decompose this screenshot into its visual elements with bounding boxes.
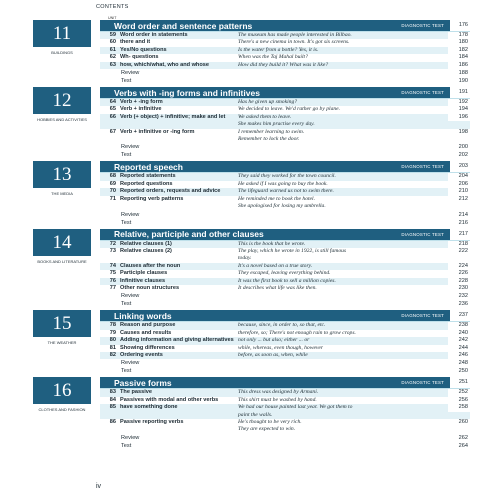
lesson-row[interactable] [100, 322, 470, 329]
lesson-title: Participle clauses [120, 270, 168, 277]
lesson-page: 256 [448, 397, 470, 404]
lesson-example: not only ... but also; either ... or [238, 337, 310, 344]
lesson-page: 210 [448, 188, 470, 195]
unit-topic: HOBBIES AND ACTIVITIES [37, 117, 87, 123]
lesson-number: 68 [109, 173, 116, 180]
tail-page: 262 [458, 434, 468, 441]
lesson-page: 246 [448, 352, 470, 359]
unit-header [100, 377, 470, 389]
lesson-row[interactable] [100, 352, 470, 359]
lesson-example: The lifeguard warned us not to swim there. [238, 188, 334, 195]
test-row[interactable] [100, 300, 470, 308]
unit-sidebar [0, 310, 100, 377]
review-row[interactable] [100, 359, 470, 367]
lesson-number: 72 [109, 240, 116, 247]
test-row[interactable] [100, 442, 470, 450]
lesson-example: because, since, in order to, so that, etc. [238, 322, 326, 329]
lesson-title: Ordering events [120, 351, 163, 358]
lesson-row[interactable] [100, 404, 470, 419]
lesson-number: 73 [109, 247, 116, 254]
test-page-number: 191 [450, 87, 470, 98]
lesson-row[interactable] [100, 196, 470, 211]
unit-number: 12 [33, 87, 91, 114]
lesson-title: Yes/No questions [120, 46, 167, 53]
lesson-page: 242 [448, 337, 470, 344]
lesson-title: Reason and purpose [120, 322, 176, 329]
unit-section [0, 20, 500, 87]
unit-number: 16 [33, 377, 91, 404]
lesson-number: 60 [109, 39, 116, 46]
lesson-title: Reported orders, requests and advice [120, 188, 221, 195]
lesson-title: Verb (+ object) + infinitive; make and let [120, 113, 226, 120]
lesson-number: 70 [109, 188, 116, 195]
tail-page: 190 [458, 78, 468, 85]
lesson-title: Other noun structures [120, 284, 180, 291]
test-label: Test [121, 219, 132, 226]
lesson-page: 184 [448, 54, 470, 61]
lesson-row[interactable] [100, 62, 470, 69]
unit-section [0, 87, 500, 161]
lesson-example: We asked them to leave. She makes him practise every day. [238, 113, 315, 128]
unit-body [100, 229, 470, 311]
test-label: Test [121, 442, 132, 449]
lesson-row[interactable] [100, 285, 470, 292]
lesson-title: Relative clauses (1) [120, 240, 172, 247]
lesson-row[interactable] [100, 330, 470, 337]
lesson-page: 258 [448, 404, 470, 411]
unit-title[interactable]: Reported speech [114, 161, 183, 172]
lesson-title: Showing differences [120, 344, 175, 351]
lesson-example: Is the water from a bottle? Yes, it is. [238, 46, 319, 53]
lesson-page: 224 [448, 263, 470, 270]
tail-page: 250 [458, 368, 468, 375]
review-row[interactable] [100, 143, 470, 151]
lesson-example: He asked if I was going to buy the book. [238, 180, 328, 187]
unit-number: 14 [33, 229, 91, 256]
test-row[interactable] [100, 219, 470, 227]
review-label: Review [121, 70, 140, 77]
lesson-row[interactable] [100, 188, 470, 195]
lesson-page: 260 [448, 419, 470, 426]
lesson-title: Reported questions [120, 180, 173, 187]
lesson-example: The play, which he wrote in 1922, is still famous today. [238, 247, 347, 262]
lesson-title: Clauses after the noun [120, 262, 181, 269]
lesson-number: 83 [109, 389, 116, 396]
test-label: Test [121, 301, 132, 308]
unit-topic: CLOTHES AND FASHION [38, 407, 86, 413]
lesson-example: He's thought to be very rich. They are expected to win. [238, 419, 302, 433]
lesson-number: 78 [109, 322, 116, 329]
unit-topic: BOOKS AND LITERATURE [37, 258, 87, 264]
test-page-number: 251 [450, 377, 470, 388]
lesson-example: therefore, so; There's not enough rain to grow crops. [238, 329, 356, 336]
lesson-number: 76 [109, 277, 116, 284]
lesson-row[interactable] [100, 106, 470, 113]
lesson-number: 65 [109, 106, 116, 113]
lesson-number: 79 [109, 329, 116, 336]
lesson-example: It's a novel based on a true story. [238, 262, 313, 269]
lesson-title: Reported statements [120, 173, 176, 180]
lesson-title: how, which/what, who and whose [120, 61, 209, 68]
lesson-example: He reminded me to book the hotel. She apologised for losing my umbrella. [238, 195, 326, 210]
lesson-number: 69 [109, 180, 116, 187]
lesson-page: 244 [448, 345, 470, 352]
lesson-row[interactable] [100, 99, 470, 106]
diagnostic-test-link[interactable]: DIAGNOSTIC TEST [401, 231, 444, 237]
lesson-example: The museum has made people interested in Bilbao. [238, 32, 352, 38]
tail-page: 232 [458, 293, 468, 300]
contents-heading: CONTENTS [96, 4, 129, 10]
unit-header [100, 20, 470, 32]
lesson-example: They escaped, leaving everything behind. [238, 270, 331, 277]
lesson-number: 75 [109, 270, 116, 277]
review-row[interactable] [100, 292, 470, 300]
lesson-number: 84 [109, 396, 116, 403]
lesson-page: 180 [448, 39, 470, 46]
unit-topic: THE WEATHER [47, 340, 77, 346]
lesson-row[interactable] [100, 241, 470, 248]
lesson-number: 82 [109, 351, 116, 358]
lesson-example: They said they worked for the town council. [238, 173, 336, 180]
lesson-row[interactable] [100, 248, 470, 263]
lesson-number: 62 [109, 54, 116, 61]
review-label: Review [121, 293, 140, 300]
lesson-title: Infinitive clauses [120, 277, 166, 284]
lesson-row[interactable] [100, 397, 470, 404]
unit-body [100, 87, 470, 161]
lesson-example: Has he given up smoking? [238, 99, 298, 106]
tail-page: 214 [458, 211, 468, 218]
tail-page: 216 [458, 219, 468, 226]
review-label: Review [121, 360, 140, 367]
lesson-title: Verb + infinitive [120, 106, 162, 113]
lesson-page: 218 [448, 241, 470, 248]
test-page-number: 237 [450, 310, 470, 321]
lesson-title: Relative clauses (2) [120, 247, 172, 254]
unit-column-label: UNIT [108, 16, 117, 20]
test-page-number: 203 [450, 161, 470, 172]
lesson-number: 67 [109, 128, 116, 135]
lesson-example: We had our house painted last year. We got them to paint the walls. [238, 404, 353, 418]
lesson-page: 212 [448, 196, 470, 203]
diagnostic-test-link[interactable]: DIAGNOSTIC TEST [401, 380, 444, 386]
tail-page: 202 [458, 152, 468, 159]
lesson-row[interactable] [100, 389, 470, 396]
unit-sidebar [0, 87, 100, 161]
diagnostic-test-link[interactable]: DIAGNOSTIC TEST [401, 23, 444, 28]
unit-section [0, 310, 500, 377]
lesson-page: 192 [448, 99, 470, 106]
lesson-page: 226 [448, 270, 470, 277]
lesson-number: 61 [109, 46, 116, 53]
review-label: Review [121, 434, 140, 441]
test-label: Test [121, 78, 132, 85]
tail-page: 188 [458, 70, 468, 77]
lesson-page: 238 [448, 322, 470, 329]
lesson-number: 74 [109, 262, 116, 269]
lesson-number: 71 [109, 195, 116, 202]
lesson-row[interactable] [100, 114, 470, 129]
unit-sidebar [0, 20, 100, 87]
lesson-example: This dress was designed by Armani. [238, 389, 319, 396]
unit-section [0, 229, 500, 311]
test-page-number: 176 [450, 20, 470, 31]
unit-title[interactable]: Verbs with -ing forms and infinitives [114, 87, 260, 98]
unit-section [0, 377, 500, 451]
lesson-page: 198 [448, 129, 470, 136]
lesson-title: have something done [120, 404, 178, 411]
lesson-number: 77 [109, 284, 116, 291]
lesson-example: This is the book that he wrote. [238, 240, 306, 247]
lesson-page: 206 [448, 181, 470, 188]
lesson-title: Word order in statements [120, 32, 188, 38]
unit-section [0, 161, 500, 228]
lesson-page: 186 [448, 62, 470, 69]
lesson-row[interactable] [100, 278, 470, 285]
lesson-title: Verb + -ing form [120, 99, 163, 106]
lesson-number: 86 [109, 419, 116, 425]
lesson-row[interactable] [100, 32, 470, 39]
lesson-row[interactable] [100, 419, 470, 434]
lesson-title: Passive reporting verbs [120, 419, 184, 425]
review-label: Review [121, 211, 140, 218]
diagnostic-test-link[interactable]: DIAGNOSTIC TEST [401, 164, 444, 170]
unit-number: 15 [33, 310, 91, 337]
lesson-number: 64 [109, 99, 116, 106]
tail-page: 248 [458, 360, 468, 367]
unit-header [100, 87, 470, 99]
lesson-example: It describes what life was like then. [238, 284, 317, 291]
lesson-title: Reporting verb patterns [120, 195, 184, 202]
review-row[interactable] [100, 211, 470, 219]
unit-topic: BUILDINGS [51, 50, 73, 55]
lesson-page: 222 [448, 248, 470, 255]
lesson-row[interactable] [100, 337, 470, 344]
lesson-page: 196 [448, 114, 470, 121]
unit-spacer [100, 450, 470, 452]
lesson-row[interactable] [100, 263, 470, 270]
test-row[interactable] [100, 151, 470, 159]
tail-page: 200 [458, 144, 468, 151]
lesson-page: 178 [448, 32, 470, 39]
lesson-example: while, whereas, even though, however [238, 344, 324, 351]
lesson-example: There's a new cinema in town. It's got six screens. [238, 39, 350, 46]
lesson-title: Causes and results [120, 329, 172, 336]
lesson-row[interactable] [100, 270, 470, 277]
tail-page: 236 [458, 301, 468, 308]
lesson-page: 182 [448, 47, 470, 54]
lesson-number: 85 [109, 404, 116, 411]
unit-title[interactable]: Word order and sentence patterns [114, 20, 253, 31]
unit-number: 13 [33, 161, 91, 188]
unit-body [100, 310, 470, 377]
review-row[interactable] [100, 69, 470, 77]
lesson-title: The passive [120, 389, 153, 396]
lesson-number: 59 [109, 32, 116, 38]
lesson-example: How did they build it? What was it like? [238, 61, 329, 68]
unit-sidebar [0, 229, 100, 311]
lesson-number: 81 [109, 344, 116, 351]
unit-header [100, 229, 470, 241]
review-label: Review [121, 144, 140, 151]
unit-number: 11 [33, 20, 91, 47]
lesson-row[interactable] [100, 129, 470, 144]
lesson-title: Wh- questions [120, 54, 159, 61]
unit-header [100, 161, 470, 173]
unit-sidebar [0, 377, 100, 451]
contents-list [0, 20, 500, 452]
lesson-example: When was the Taj Mahal built? [238, 54, 308, 61]
unit-body [100, 161, 470, 228]
review-row[interactable] [100, 434, 470, 442]
unit-topic: THE MEDIA [51, 191, 73, 197]
test-page-number: 217 [450, 229, 470, 240]
test-label: Test [121, 152, 132, 159]
lesson-number: 63 [109, 61, 116, 68]
lesson-row[interactable] [100, 47, 470, 54]
unit-body [100, 20, 470, 87]
lesson-page: 228 [448, 278, 470, 285]
lesson-example: This shirt must be washed by hand. [238, 396, 317, 403]
page-number: iv [96, 483, 102, 490]
lesson-page: 240 [448, 330, 470, 337]
lesson-number: 80 [109, 337, 116, 344]
lesson-row[interactable] [100, 54, 470, 61]
test-row[interactable] [100, 367, 470, 375]
lesson-title: there and it [120, 39, 151, 46]
unit-header [100, 310, 470, 322]
lesson-title: Verb + infinitive or -ing form [120, 128, 195, 135]
test-label: Test [121, 368, 132, 375]
unit-title[interactable]: Relative, participle and other clauses [114, 229, 264, 239]
unit-body [100, 377, 470, 451]
tail-page: 264 [458, 442, 468, 449]
lesson-page: 252 [448, 389, 470, 396]
lesson-row[interactable] [100, 345, 470, 352]
lesson-example: I remember learning to swim. Remember to lock the door. [238, 128, 305, 143]
lesson-number: 66 [109, 113, 116, 120]
lesson-title: Adding information and giving alternatives [120, 337, 234, 344]
lesson-row[interactable] [100, 173, 470, 180]
diagnostic-test-link[interactable]: DIAGNOSTIC TEST [401, 313, 444, 319]
unit-sidebar [0, 161, 100, 228]
lesson-title: Passives with modal and other verbs [120, 396, 219, 403]
lesson-page: 204 [448, 173, 470, 180]
lesson-example: It was the first book to sell a million copies. [238, 277, 336, 284]
unit-title[interactable]: Linking words [114, 310, 172, 321]
lesson-row[interactable] [100, 39, 470, 46]
test-row[interactable] [100, 77, 470, 85]
lesson-example: before, as soon as, when, while [238, 351, 308, 358]
diagnostic-test-link[interactable]: DIAGNOSTIC TEST [401, 90, 444, 96]
unit-title[interactable]: Passive forms [114, 377, 172, 388]
lesson-page: 194 [448, 106, 470, 113]
lesson-page: 230 [448, 285, 470, 292]
lesson-example: We decided to leave. We'd rather go by plane. [238, 106, 341, 113]
